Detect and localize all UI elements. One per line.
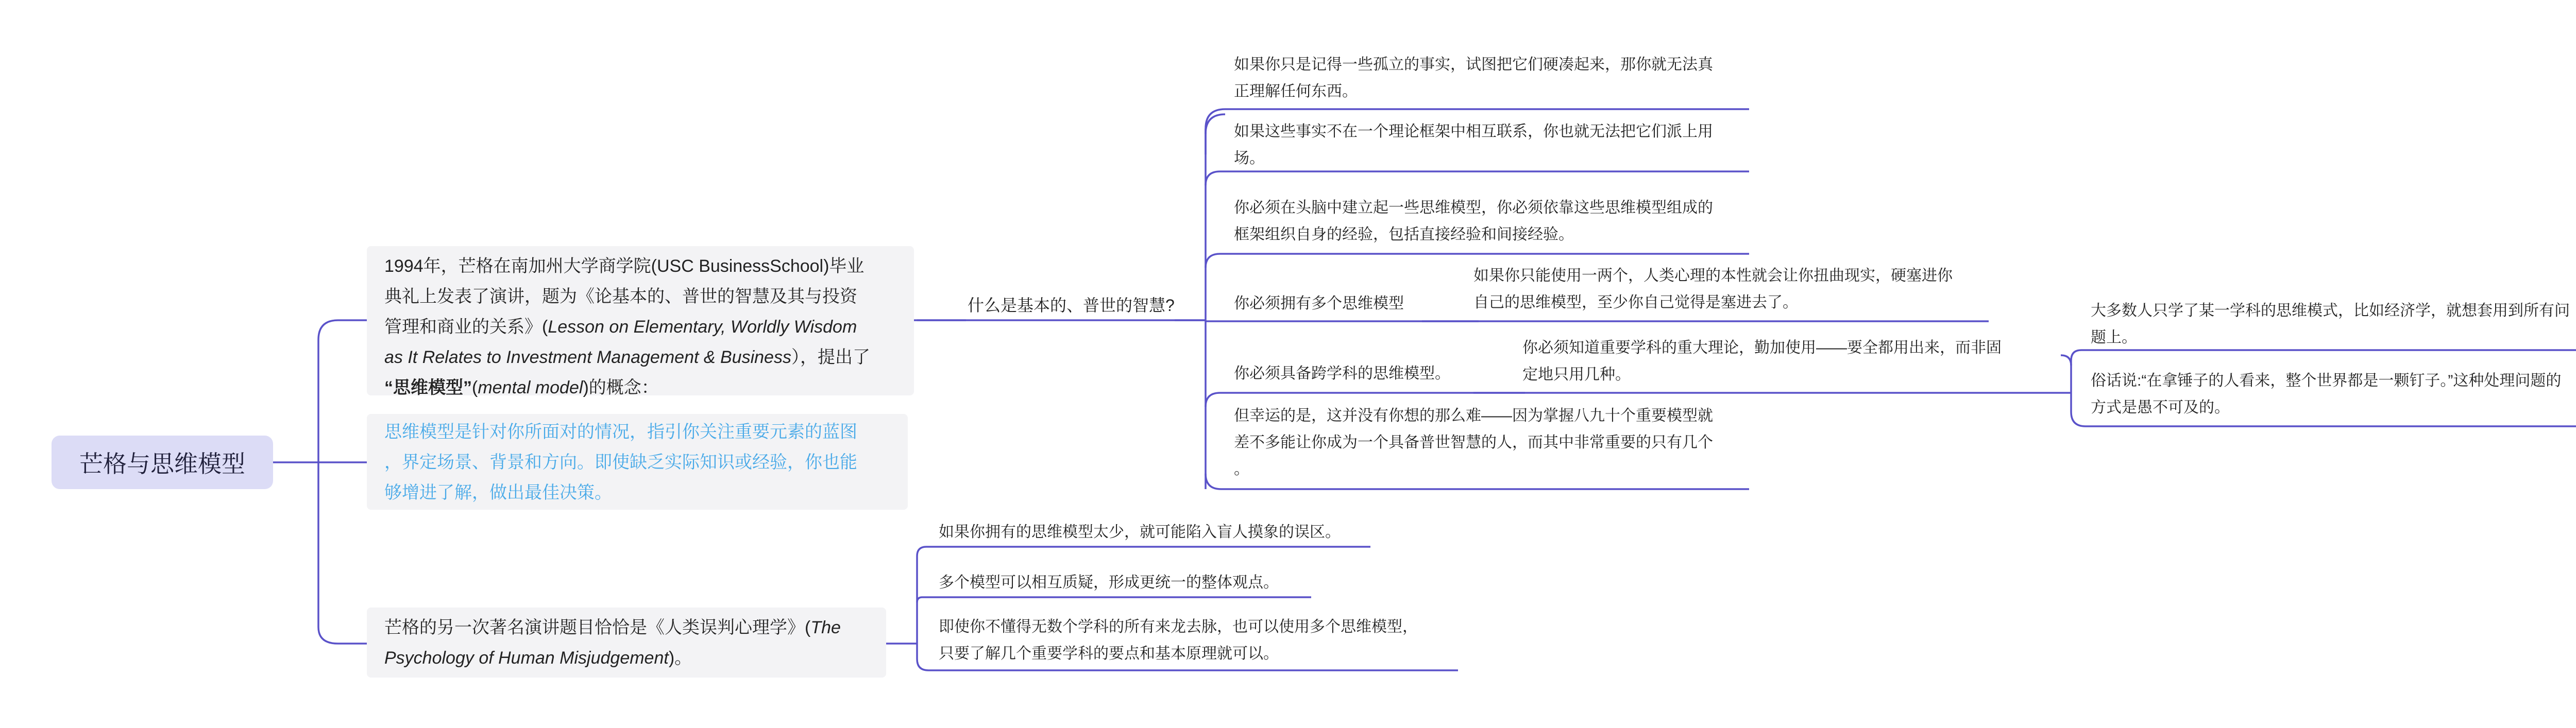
answer-build-models[interactable]: 你必须在头脑中建立起一些思维模型，你必须依靠这些思维模型组成的 框架组织自身的经验，包括直接经验和间接经验。 [1234, 199, 1713, 243]
answer-isolated-facts[interactable]: 如果你只是记得一些孤立的事实，试图把它们硬凑起来，那你就无法真 正理解任何东西。 [1234, 56, 1713, 100]
misjudgement-too-few-models[interactable]: 如果你拥有的思维模型太少，就可能陷入盲人摸象的误区。 [939, 524, 1341, 541]
question-node[interactable]: 什么是基本的、普世的智慧? [968, 296, 1175, 315]
branch1-line-5: “思维模型”(mental model)的概念： [384, 378, 659, 397]
answer-theoretical-framework[interactable]: 如果这些事实不在一个理论框架中相互联系，你也就无法把它们派上用 场。 [1234, 123, 1713, 167]
multiple-models-detail[interactable]: 如果你只能使用一两个，人类心理的本性就会让你扭曲现实，硬塞进你 自己的思维模型，至少你自己觉得是塞进去了。 [1473, 267, 1953, 311]
answer-cross-discipline[interactable]: 你必须具备跨学科的思维模型。 [1234, 365, 1450, 382]
branch3-line-1: 芒格的另一次著名演讲题目恰恰是《人类误判心理学》(The [384, 618, 841, 637]
grandchild-hammer-saying[interactable]: 俗话说:“在拿锤子的人看来，整个世界都是一颗钉子。”这种处理问题的 方式是愚不可及的。 [2091, 372, 2562, 416]
grandchild-single-discipline[interactable]: 大多数人只学了某一学科的思维模式，比如经济学，就想套用到所有问 题上。 [2091, 302, 2570, 346]
answer-fortunately[interactable]: 但幸运的是，这并没有你想的那么难——因为掌握八九十个重要模型就 差不多能让你成为一个具备普世智慧的人，而其中非常重要的只有几个 。 [1234, 407, 1713, 478]
branch-human-misjudgement[interactable] [367, 608, 886, 678]
branch1-line-1: 1994年，芒格在南加州大学商学院(USC BusinessSchool)毕业 [384, 256, 865, 276]
cross-discipline-detail[interactable]: 你必须知道重要学科的重大理论，勤加使用——要全都用出来，而非固 定地只用几种。 [1522, 339, 2002, 383]
branch1-line-2: 典礼上发表了演讲，题为《论基本的、普世的智慧及其与投资 [384, 287, 857, 306]
branch-munger-speech-1994[interactable] [367, 246, 914, 395]
misjudgement-key-disciplines[interactable]: 即使你不懂得无数个学科的所有来龙去脉，也可以使用多个思维模型， 只要了解几个重要学科的要点和基本原理就可以。 [939, 618, 1418, 662]
branch3-line-2: Psychology of Human Misjudgement)。 [384, 648, 692, 668]
root-topic[interactable] [52, 436, 273, 489]
misjudgement-models-question[interactable]: 多个模型可以相互质疑，形成更统一的整体观点。 [939, 574, 1279, 591]
branch-model-definition[interactable]: 思维模型是针对你所面对的情况，指引你关注重要元素的蓝图 ，界定场景、背景和方向。即使缺乏实际知识或经验，你也能 够增进了解，做出最佳决策。 [367, 414, 908, 510]
branch1-line-3: 管理和商业的关系》(Lesson on Elementary, Worldly Wisdom [384, 317, 857, 337]
answer-multiple-models[interactable]: 你必须拥有多个思维模型 [1234, 295, 1404, 312]
branch1-line-4: as It Relates to Investment Management & Business），提出了 [384, 348, 870, 367]
root-title: 芒格与思维模型 [79, 450, 245, 477]
